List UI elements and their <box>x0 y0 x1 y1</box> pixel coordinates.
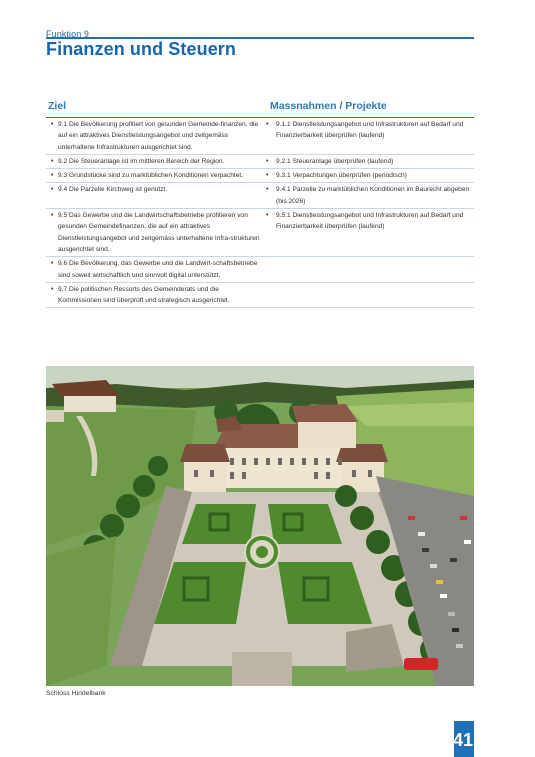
bullet: • <box>51 157 54 165</box>
page-number: 41 <box>452 730 474 750</box>
bullet: • <box>51 260 54 268</box>
table-row <box>46 183 474 209</box>
bullet: • <box>266 212 269 220</box>
measure-cell <box>266 183 474 208</box>
bullet: • <box>51 172 54 180</box>
table-row <box>46 257 474 283</box>
measure-cell <box>266 209 474 256</box>
section-kicker: Funktion 9 <box>46 29 90 39</box>
bullet: • <box>266 172 269 180</box>
bullet: • <box>51 285 54 293</box>
measure-text: 9.4.1 Parzelle zu marktüblichen Konditionen im Baurecht abgeben (bis 2026) <box>276 186 470 205</box>
measure-cell <box>266 169 474 182</box>
measure-cell <box>266 155 474 168</box>
table-row <box>46 209 474 257</box>
goal-cell <box>46 169 269 182</box>
goal-text: 9.7 Die politischen Ressorts des Gemeinderats und die Kommissionen sind überprüft und strategisch ausgerichtet. <box>58 285 230 305</box>
table-row <box>46 118 474 155</box>
goal-cell <box>46 209 269 256</box>
measure-cell <box>266 283 474 308</box>
measure-text: 9.3.1 Verpachtungen überprüfen (periodisch) <box>276 172 407 180</box>
column-header-measures: Massnahmen / Projekte <box>270 100 387 112</box>
castle-aerial-photo <box>46 366 474 686</box>
goal-text: 9.3 Grundstücke sind zu marktüblichen Konditionen verpachtet. <box>58 172 244 180</box>
bullet: • <box>51 121 54 128</box>
goals-table <box>46 100 474 308</box>
goal-text: 9.1 Die Bevölkerung profitiert von gesunden Gemeinde-finanzen, die auf ein attraktives Dienstleistungsangebot und zeitgemäss unterhaltene Infrastrukturen ausgerichtet sind. <box>58 121 259 151</box>
measure-cell <box>266 257 474 282</box>
bullet: • <box>266 157 269 165</box>
goal-text: 9.5 Das Gewerbe und die Landwirtschaftsbetriebe profitieren von gesunden Gemeindefinanzen, die auf ein attraktives Dienstleistungsangebot und zeitgemäss unterhaltene Infra-strukturen ausgerichtet sind. <box>58 212 260 253</box>
photo-caption: Schloss Hindelbank <box>46 690 106 697</box>
goal-cell <box>46 257 266 282</box>
goal-cell <box>46 118 269 154</box>
goal-cell <box>46 183 269 208</box>
table-row <box>46 283 474 309</box>
goal-cell <box>46 155 269 168</box>
measure-text: 9.1.1 Dienstleistungsangebot und Infrastrukturen auf Bedarf und Finanzierbarkeit überprüfen (laufend) <box>276 121 464 140</box>
bullet: • <box>266 186 269 194</box>
page-title: Finanzen und Steuern <box>46 39 237 59</box>
bullet: • <box>51 186 54 194</box>
goal-text: 9.4 Die Parzelle Kirchweg ist genutzt. <box>58 186 168 194</box>
table-row <box>46 155 474 169</box>
measure-text: 9.5.1 Dienstleistungsangebot und Infrastrukturen auf Bedarf und Finanzierbarkeit überprüfen (laufend) <box>276 212 464 231</box>
measure-text: 9.2.1 Steueranlage überprüfen (laufend) <box>276 157 394 165</box>
table-row <box>46 169 474 183</box>
castle-aerial-illustration <box>46 366 474 686</box>
measure-cell <box>266 118 474 154</box>
column-header-goal: Ziel <box>48 100 67 112</box>
goal-text: 9.2 Die Steueranlage ist im mittleren Bereich der Region. <box>58 157 225 165</box>
bullet: • <box>266 121 269 128</box>
goal-cell <box>46 283 266 308</box>
goal-text: 9.6 Die Bevölkerung, das Gewerbe und die Landwirt-schaftsbetriebe sind soweit wirtschaftlich und sinnvoll digital unterstützt. <box>58 260 258 279</box>
bullet: • <box>51 212 54 220</box>
table-header <box>46 100 474 118</box>
